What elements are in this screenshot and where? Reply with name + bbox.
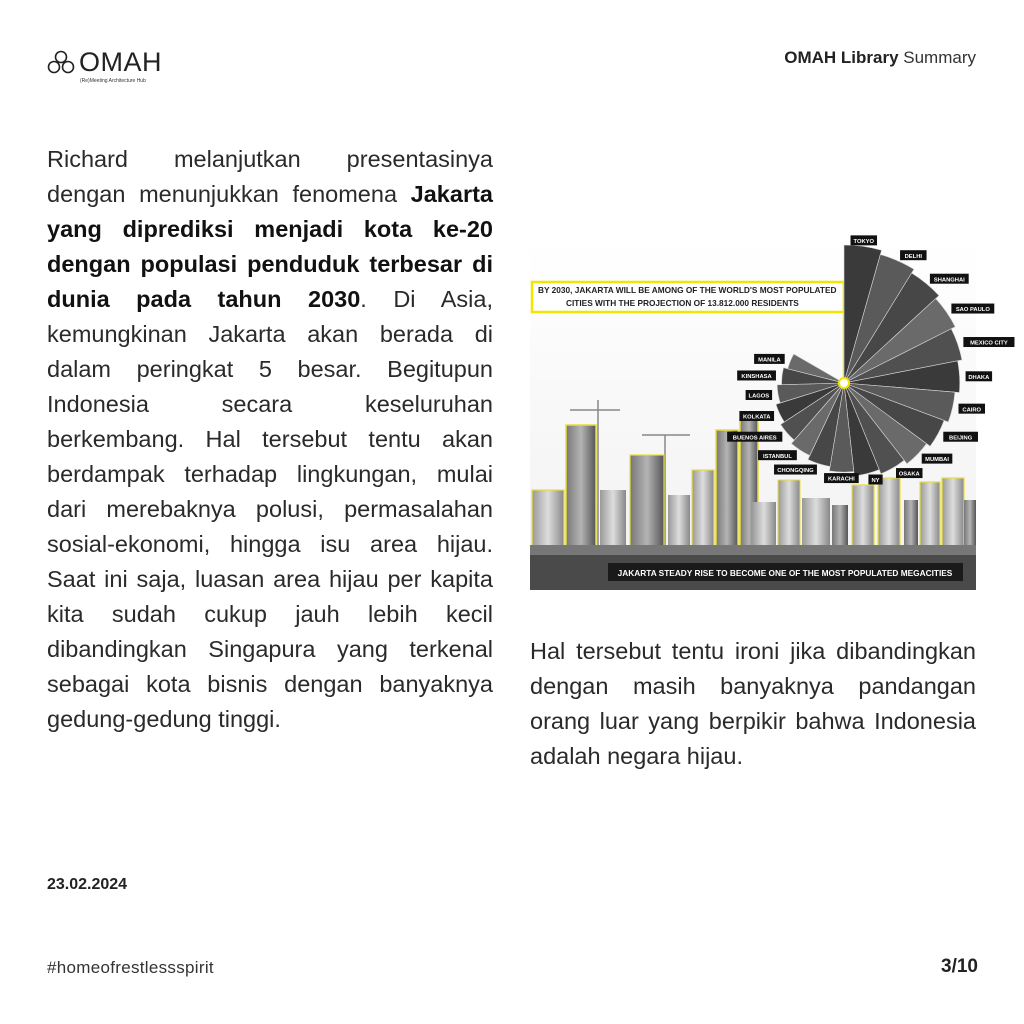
city-label-text: MUMBAI bbox=[925, 457, 949, 464]
callout-line-2: CITIES WITH THE PROJECTION OF 13.812.000 RESIDENTS bbox=[566, 298, 799, 308]
city-label-text: DHAKA bbox=[968, 374, 990, 381]
city-label-text: LAGOS bbox=[748, 393, 770, 400]
city-label-text: OSAKA bbox=[898, 471, 920, 478]
city-label bbox=[966, 371, 993, 381]
city-label bbox=[737, 370, 776, 380]
omah-logo-icon bbox=[46, 50, 76, 74]
city-label bbox=[930, 274, 969, 284]
city-label-text: KINSHASA bbox=[741, 374, 772, 381]
megacities-illustration bbox=[530, 238, 1008, 590]
city-label-text: SAO PAULO bbox=[955, 307, 990, 314]
city-label bbox=[958, 404, 985, 414]
header-title-rest: Summary bbox=[903, 48, 976, 67]
brand-tagline: (Re)Meeting Architecture Hub bbox=[80, 78, 146, 84]
header-title bbox=[784, 48, 976, 68]
city-label bbox=[963, 337, 1014, 347]
publish-date: 23.02.2024 bbox=[47, 876, 128, 893]
brand-name: OMAH bbox=[79, 47, 162, 77]
city-label-text: KARACHI bbox=[828, 476, 855, 483]
city-label-text: BUENOS AIRES bbox=[732, 435, 777, 442]
figure-caption: JAKARTA STEADY RISE TO BECOME ONE OF THE MOST POPULATED MEGACITIES bbox=[617, 568, 953, 578]
city-label bbox=[739, 411, 774, 421]
city-label-text: SHANGHAI bbox=[933, 277, 965, 284]
city-label bbox=[824, 473, 859, 483]
city-label bbox=[896, 468, 923, 478]
megacities-figure bbox=[530, 238, 1008, 590]
city-label bbox=[922, 454, 953, 464]
left-highlight: Jakarta yang diprediksi menjadi kota ke-20 dengan populasi penduduk terbesar di dunia pada tahun 2030 bbox=[47, 181, 493, 312]
city-label-text: TOKYO bbox=[853, 238, 875, 245]
header-title-bold: OMAH Library bbox=[784, 48, 899, 67]
city-label bbox=[943, 432, 978, 442]
city-label-text: CHONGQING bbox=[777, 468, 814, 475]
right-column-text: Hal tersebut tentu ironi jika dibandingkan dengan masih banyaknya pandangan orang luar yang berpikir bahwa Indonesia adalah negara hijau. bbox=[530, 638, 976, 769]
city-label bbox=[951, 304, 994, 314]
city-label-text: MANILA bbox=[758, 357, 781, 364]
city-label-text: KOLKATA bbox=[742, 414, 771, 421]
city-label bbox=[754, 354, 785, 364]
hashtag: #homeofrestlessspirit bbox=[47, 958, 214, 977]
city-label bbox=[727, 432, 782, 442]
city-label-text: DELHI bbox=[904, 253, 923, 260]
wheel-hub bbox=[839, 378, 849, 388]
city-label-text: BEIJING bbox=[949, 435, 973, 442]
city-label-text: NY bbox=[871, 478, 880, 485]
left-rest: . Di Asia, kemungkinan Jakarta akan berada di dalam peringkat 5 besar. Begitupun Indonesia secara keseluruhan berkembang. Hal tersebut tentu akan berdampak terhadap lingkungan, mulai dari merebaknya polusi, permasalahan sosial-ekonomi, hingga isu area hijau. Saat ini saja, luasan area hijau per kapita kita sudah cukup jauh lebih kecil dibandingkan Singapura yang terkenal sebagai kota bisnis dengan banyaknya gedung-gedung tinggi. bbox=[47, 286, 493, 732]
city-label bbox=[900, 250, 927, 260]
left-column-text bbox=[47, 142, 493, 737]
city-label-text: ISTANBUL bbox=[763, 453, 792, 460]
callout-line-1: BY 2030, JAKARTA WILL BE AMONG OF THE WORLD'S MOST POPULATED bbox=[538, 285, 837, 295]
page-number: 3/10 bbox=[941, 956, 978, 977]
city-label bbox=[758, 450, 797, 460]
city-label bbox=[868, 475, 882, 485]
city-label bbox=[851, 235, 878, 245]
city-label-text: MEXICO CITY bbox=[970, 340, 1008, 347]
left-intro: Richard melanjutkan presentasinya dengan menunjukkan fenomena bbox=[47, 146, 493, 207]
city-label bbox=[746, 390, 773, 400]
city-label-text: CAIRO bbox=[962, 407, 982, 414]
city-label bbox=[774, 465, 817, 475]
